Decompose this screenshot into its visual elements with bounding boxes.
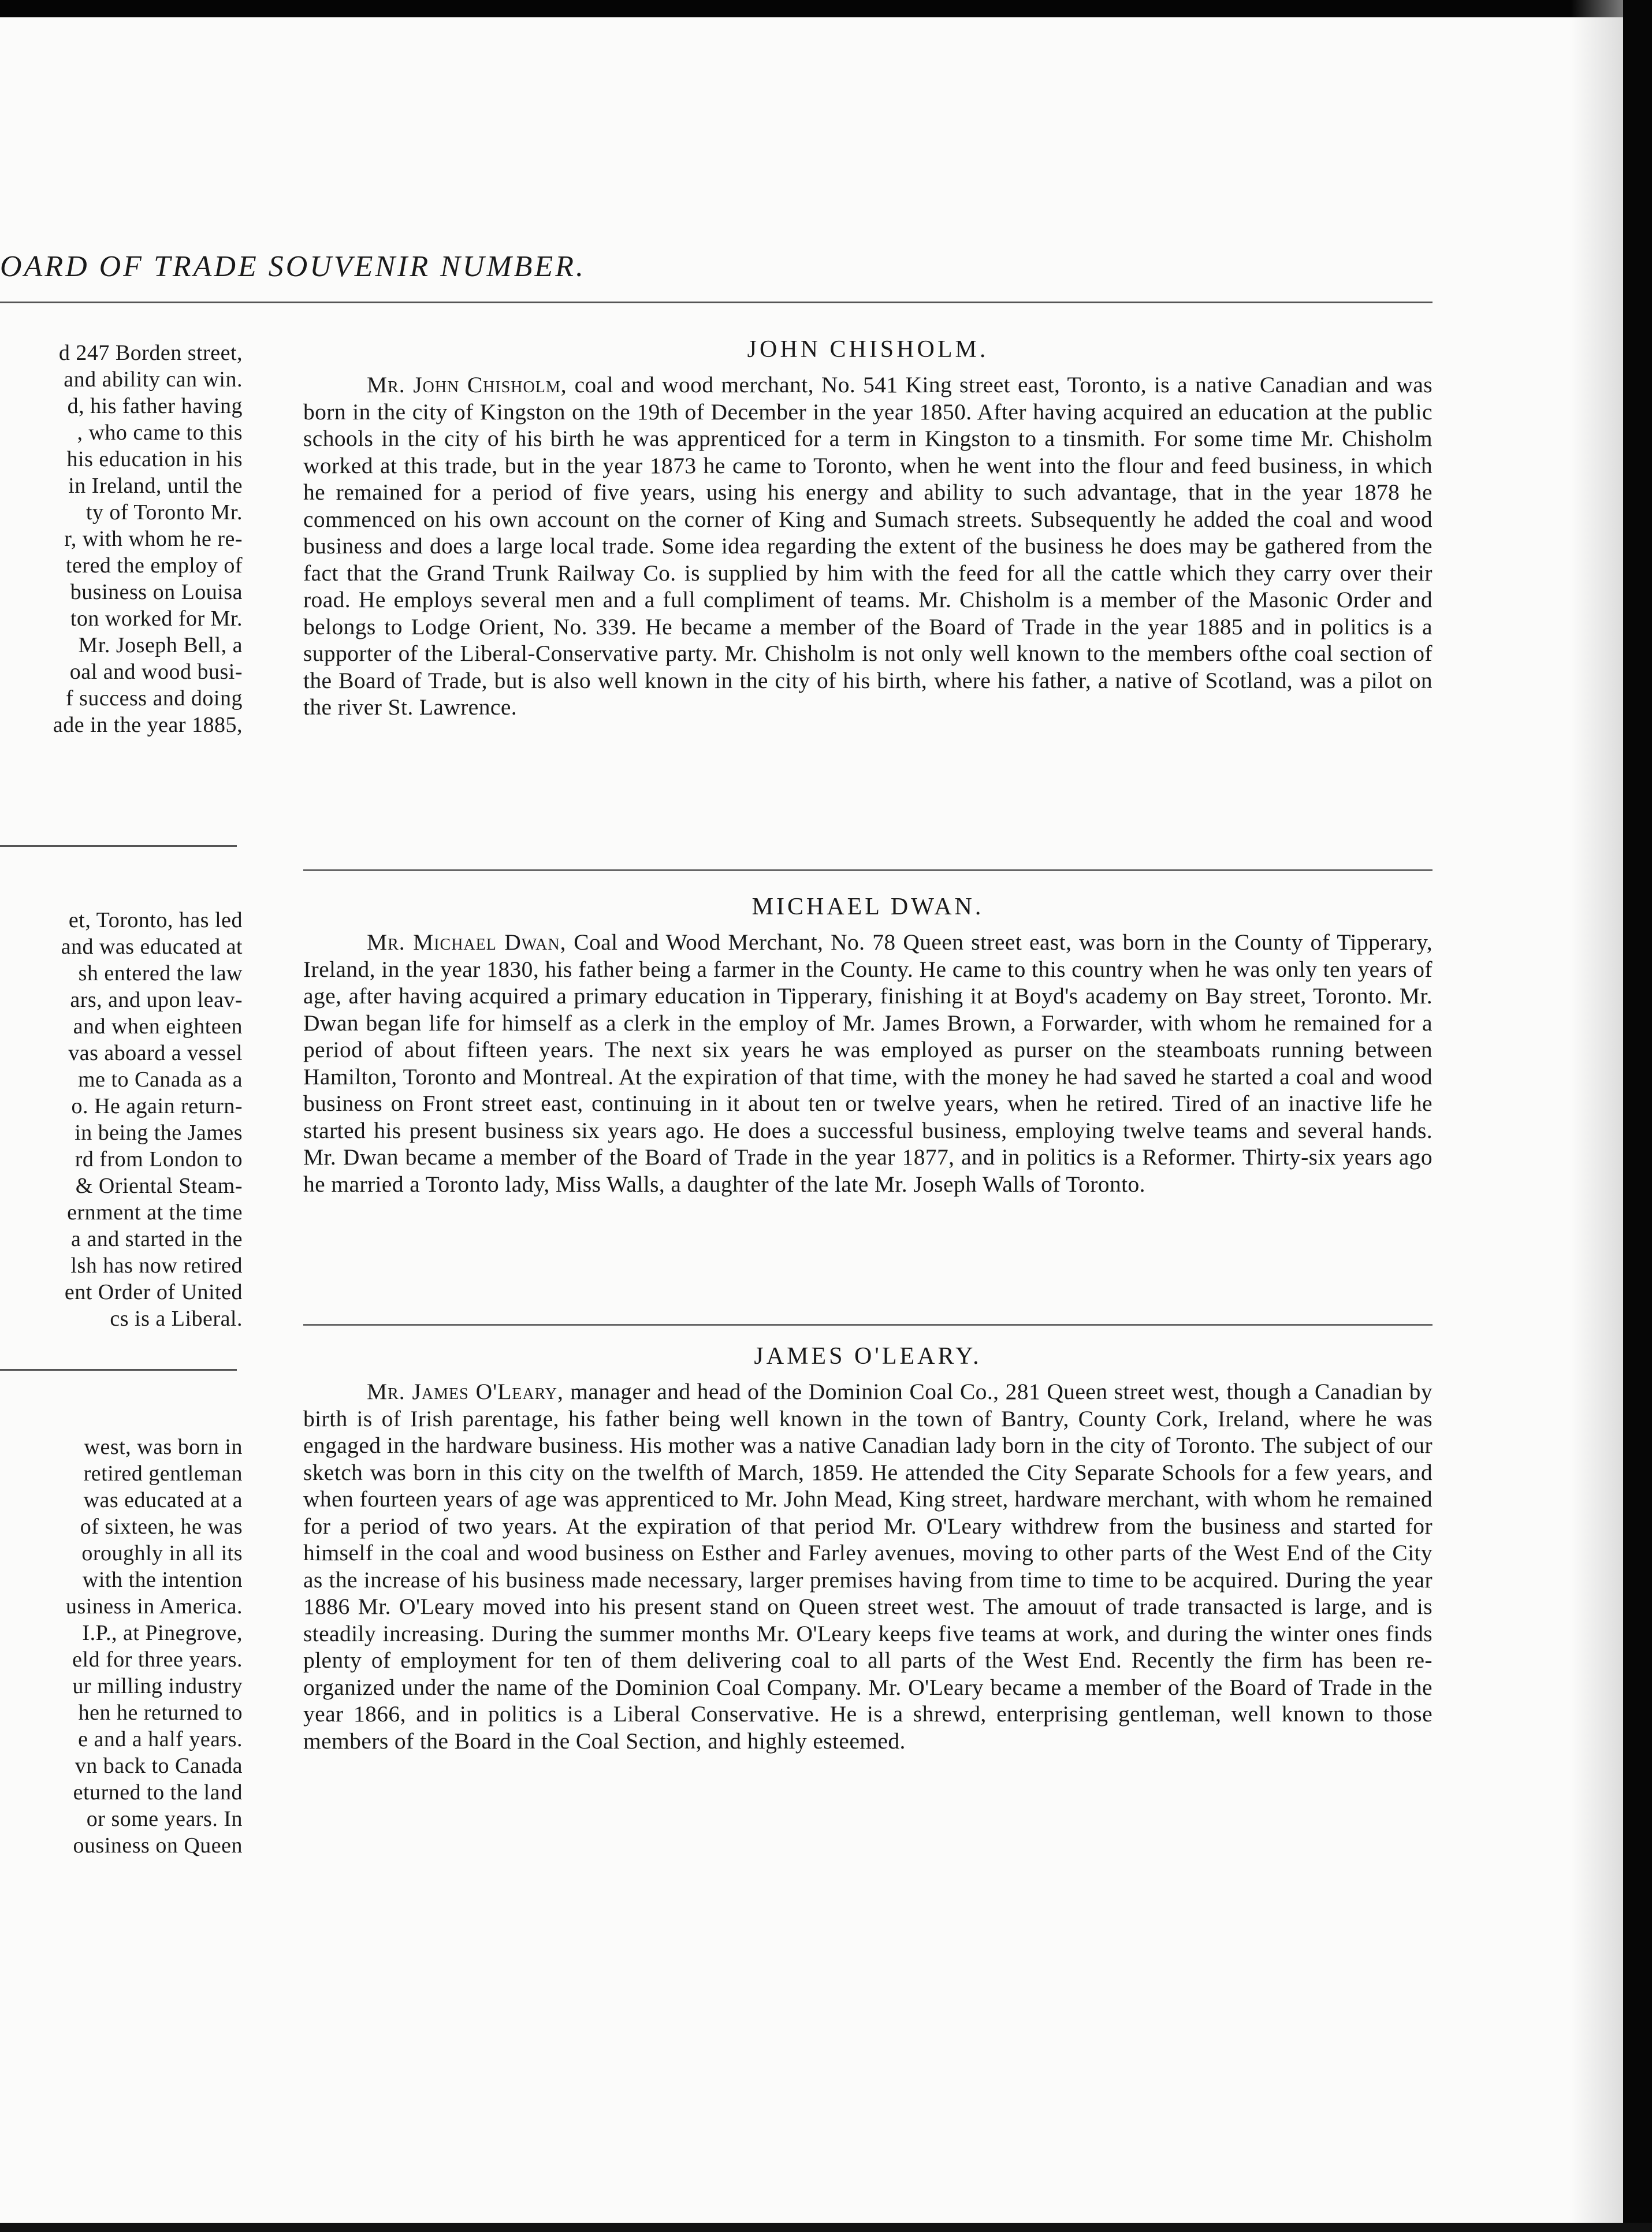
left-column-line: usiness in America. (65, 1594, 243, 1619)
article-james-oleary (303, 1339, 1433, 1754)
scan-top-border (0, 0, 1652, 17)
left-column-block-2 (0, 907, 243, 1332)
left-column-line: ade in the year 1885, (53, 713, 243, 737)
article-lead: Mr. John Chisholm, (367, 372, 567, 397)
left-column-line: ars, and upon leav- (70, 988, 243, 1012)
article-title: JAMES O'LEARY. (754, 1343, 982, 1370)
left-column-line: a and started in the (70, 1227, 243, 1251)
page-curl-shadow (1571, 0, 1623, 2232)
left-column-line: and ability can win. (64, 367, 243, 392)
left-column-line: ernment at the time (67, 1200, 243, 1225)
left-column-block-1 (0, 340, 243, 738)
left-column-line: or some years. In (86, 1807, 243, 1831)
left-column-line: o. He again return- (71, 1094, 243, 1118)
left-column-line: sh entered the law (78, 961, 243, 985)
left-column-line: I.P., at Pinegrove, (82, 1621, 243, 1645)
left-column-line: ousiness on Queen (73, 1833, 243, 1858)
left-column-line: , who came to this (77, 421, 243, 445)
article-separator-rule (303, 1324, 1433, 1326)
left-column-line: rd from London to (75, 1147, 243, 1171)
left-column-line: west, was born in (84, 1435, 243, 1459)
left-column-line: in being the James (75, 1121, 243, 1145)
left-column-rule (0, 845, 237, 847)
left-column-line: ent Order of United (64, 1280, 243, 1304)
left-column-line: vas aboard a vessel (68, 1041, 243, 1065)
article-title: JOHN CHISHOLM. (747, 336, 989, 363)
article-lead: Mr. James O'Leary, (367, 1379, 564, 1404)
left-column-line: et, Toronto, has led (68, 908, 243, 932)
left-column-line: ty of Toronto Mr. (85, 500, 243, 524)
scan-bottom-border (0, 2223, 1652, 2232)
article-text: Coal and Wood Merchant, No. 78 Queen street east, was born in the County of Tipperary, Ireland, in the year 1830, his father being a farmer in the County. He came to this country when he was only ten years of age, after having acquired a primary education in Tipperary, finishing it at Boyd's academy on Bay street, Toronto. Mr. Dwan began life for himself as a clerk in the employ of Mr. James Brown, a Forwarder, with whom he remained for a period of about fifteen years. The next six years he was employed as purser on the steamboats running between Hamilton, Toronto and Montreal. At the expiration of that time, with the money he had saved he started a coal and wood business on Front street east, continuing in it about ten or twelve years, when he retired. Tired of an inactive life he started his present business six years ago. He does a successful business, employing twelve teams and several hands. Mr. Dwan became a member of the Board of Trade in the year 1877, and in politics is a Reformer. Thirty-six years ago he married a Toronto lady, Miss Walls, a daughter of the late Mr. Joseph Walls of Toronto. (303, 929, 1433, 1197)
article-body (303, 371, 1433, 721)
left-column-line: with the intention (82, 1568, 243, 1592)
left-column-line: r, with whom he re- (64, 527, 243, 551)
header-rule (0, 302, 1433, 303)
left-column-line: Mr. Joseph Bell, a (78, 633, 243, 657)
left-column-rule (0, 1369, 237, 1371)
left-column-line: retired gentleman (83, 1461, 243, 1486)
left-column-line: & Oriental Steam- (75, 1174, 243, 1198)
running-head: OARD OF TRADE SOUVENIR NUMBER. (0, 250, 586, 283)
left-column-line: eturned to the land (73, 1780, 243, 1805)
left-column-block-3 (0, 1434, 243, 1859)
left-column-line: eld for three years. (72, 1647, 243, 1672)
left-column-line: ton worked for Mr. (70, 607, 243, 631)
left-column-line: was educated at a (83, 1488, 243, 1512)
left-column-line: e and a half years. (78, 1727, 243, 1751)
left-column-line: f success and doing (65, 686, 243, 710)
left-column-line: business on Louisa (70, 580, 243, 604)
left-column-line: cs is a Liberal. (110, 1307, 243, 1331)
article-text: manager and head of the Dominion Coal Co., 281 Queen street west, though a Canadian by birth is of Irish parentage, his father being well known in the town of Bantry, County Cork, Ireland, where he was engaged in the hardware business. His mother was a native Canadian lady born in the city of Toronto. The subject of our sketch was born in this city on the twelfth of March, 1859. He attended the City Separate Schools for a few years, and when fourteen years of age was apprenticed to Mr. John Mead, King street, hardware merchant, with whom he remained for a period of two years. At the expiration of that period Mr. O'Leary withdrew from the business and started for himself in the coal and wood business on Esther and Farley avenues, moving to other parts of the West End of the City as the increase of his business made necessary, larger premises having from time to time to be acquired. During the year 1886 Mr. O'Leary moved into his present stand on Queen street west. The amouut of trade transacted is large, and is steadily increasing. During the summer months Mr. O'Leary keeps five teams at work, and during the winter ones finds plenty of employment for ten of them delivering coal to all parts of the West End. Recently the firm has been re-organized under the name of the Dominion Coal Company. Mr. O'Leary became a member of the Board of Trade in the year 1866, and in politics is a Liberal Conservative. He is a shrewd, enterprising gentleman, well known to those members of the Board in the Coal Section, and highly esteemed. (303, 1379, 1433, 1754)
left-column-line: oroughly in all its (81, 1541, 243, 1565)
left-column-line: tered the employ of (65, 553, 243, 578)
left-column-line: of sixteen, he was (80, 1515, 243, 1539)
article-body (303, 1378, 1433, 1754)
left-column-line: ur milling industry (72, 1674, 243, 1698)
scan-right-border (1623, 0, 1652, 2232)
left-column-line: lsh has now retired (70, 1253, 243, 1278)
left-column-line: in Ireland, until the (68, 474, 243, 498)
article-john-chisholm (303, 332, 1433, 721)
article-title: MICHAEL DWAN. (751, 894, 984, 920)
left-column-line: d 247 Borden street, (58, 341, 243, 365)
left-column-line: oal and wood busi- (69, 660, 243, 684)
left-column-line: vn back to Canada (75, 1754, 243, 1778)
article-lead: Mr. Michael Dwan, (367, 929, 567, 955)
left-column-line: hen he returned to (78, 1701, 243, 1725)
left-column-line: his education in his (66, 447, 243, 471)
left-column-line: me to Canada as a (78, 1067, 243, 1092)
left-column-line: and was educated at (61, 935, 243, 959)
article-michael-dwan (303, 890, 1433, 1197)
article-separator-rule (303, 869, 1433, 871)
left-column-line: and when eighteen (73, 1014, 243, 1039)
left-column-line: d, his father having (67, 394, 243, 418)
article-text: coal and wood merchant, No. 541 King street east, Toronto, is a native Canadian and was born in the city of Kingston on the 19th of December in the year 1850. After having acquired an education at the public schools in the city of his birth he was apprenticed for a term in Kingston to a tinsmith. For some time Mr. Chisholm worked at this trade, but in the year 1873 he came to Toronto, when he went into the flour and feed business, in which he remained for a period of five years, using his energy and ability to such advantage, that in the year 1878 he commenced on his own account on the corner of King and Sumach streets. Subsequently he added the coal and wood business and does a large local trade. Some idea regarding the extent of the business he does may be gathered from the fact that the Grand Trunk Railway Co. is supplied by him with the feed for all the cattle which they carry over their road. He employs several men and a full compliment of teams. Mr. Chisholm is a member of the Masonic Order and belongs to Lodge Orient, No. 339. He became a member of the Board of Trade in the year 1885 and in politics is a supporter of the Liberal-Conservative party. Mr. Chisholm is not only well known to the members ofthe coal section of the Board of Trade, but is also well known in the city of his birth, where his father, a native of Scotland, was a pilot on the river St. Lawrence. (303, 372, 1433, 720)
article-body (303, 929, 1433, 1197)
